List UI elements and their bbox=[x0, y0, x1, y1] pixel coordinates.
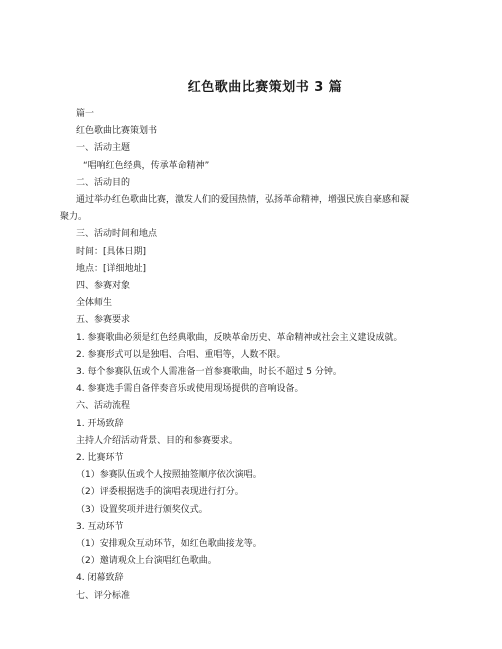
document-title: 红色歌曲比赛策划书 3 篇 bbox=[187, 80, 343, 95]
participants-text: 全体师生 bbox=[76, 298, 113, 309]
process-step: 1. 开场致辞 bbox=[76, 418, 124, 429]
process-detail: （2）邀请观众上台演唱红色歌曲。 bbox=[76, 556, 217, 567]
time-text: 时间：[具体日期] bbox=[76, 246, 147, 257]
heading-purpose: 二、活动目的 bbox=[76, 177, 131, 188]
process-detail: 主持人介绍活动背景、目的和参赛要求。 bbox=[76, 435, 239, 446]
heading-time-place: 三、活动时间和地点 bbox=[76, 229, 158, 240]
heading-scoring: 七、评分标准 bbox=[76, 590, 131, 601]
process-detail: （1）参赛队伍或个人按照抽签顺序依次演唱。 bbox=[76, 470, 262, 481]
process-step: 3. 互动环节 bbox=[76, 521, 124, 532]
process-step: 2. 比赛环节 bbox=[76, 453, 124, 464]
heading-participants: 四、参赛对象 bbox=[76, 281, 131, 292]
purpose-text-line-1: 通过举办红色歌曲比赛，激发人们的爱国热情，弘扬革命精神，增强民族自豪感和凝 bbox=[76, 195, 410, 206]
requirement-item: 2. 参赛形式可以是独唱、合唱、重唱等，人数不限。 bbox=[76, 349, 286, 360]
process-step: 4. 闭幕致辞 bbox=[76, 573, 124, 584]
heading-requirements: 五、参赛要求 bbox=[76, 315, 131, 326]
requirement-item: 3. 每个参赛队伍或个人需准备一首参赛歌曲，时长不超过 5 分钟。 bbox=[76, 367, 342, 378]
subtitle: 红色歌曲比赛策划书 bbox=[76, 126, 158, 137]
heading-process: 六、活动流程 bbox=[76, 401, 131, 412]
theme-text: “唱响红色经典，传承革命精神” bbox=[83, 160, 210, 171]
section-label: 篇一 bbox=[76, 109, 95, 119]
process-detail: （3）设置奖项并进行颁奖仪式。 bbox=[76, 504, 208, 515]
purpose-text-line-2: 聚力。 bbox=[60, 212, 88, 223]
heading-theme: 一、活动主题 bbox=[76, 143, 131, 154]
place-text: 地点：[详细地址] bbox=[76, 263, 147, 274]
requirement-item: 1. 参赛歌曲必须是红色经典歌曲，反映革命历史、革命精神或社会主义建设成就。 bbox=[76, 332, 403, 343]
process-detail: （2）评委根据选手的演唱表现进行打分。 bbox=[76, 487, 244, 498]
requirement-item: 4. 参赛选手需自备伴奏音乐或使用现场提供的音响设备。 bbox=[76, 384, 304, 395]
process-detail: （1）安排观众互动环节，如红色歌曲接龙等。 bbox=[76, 539, 262, 550]
